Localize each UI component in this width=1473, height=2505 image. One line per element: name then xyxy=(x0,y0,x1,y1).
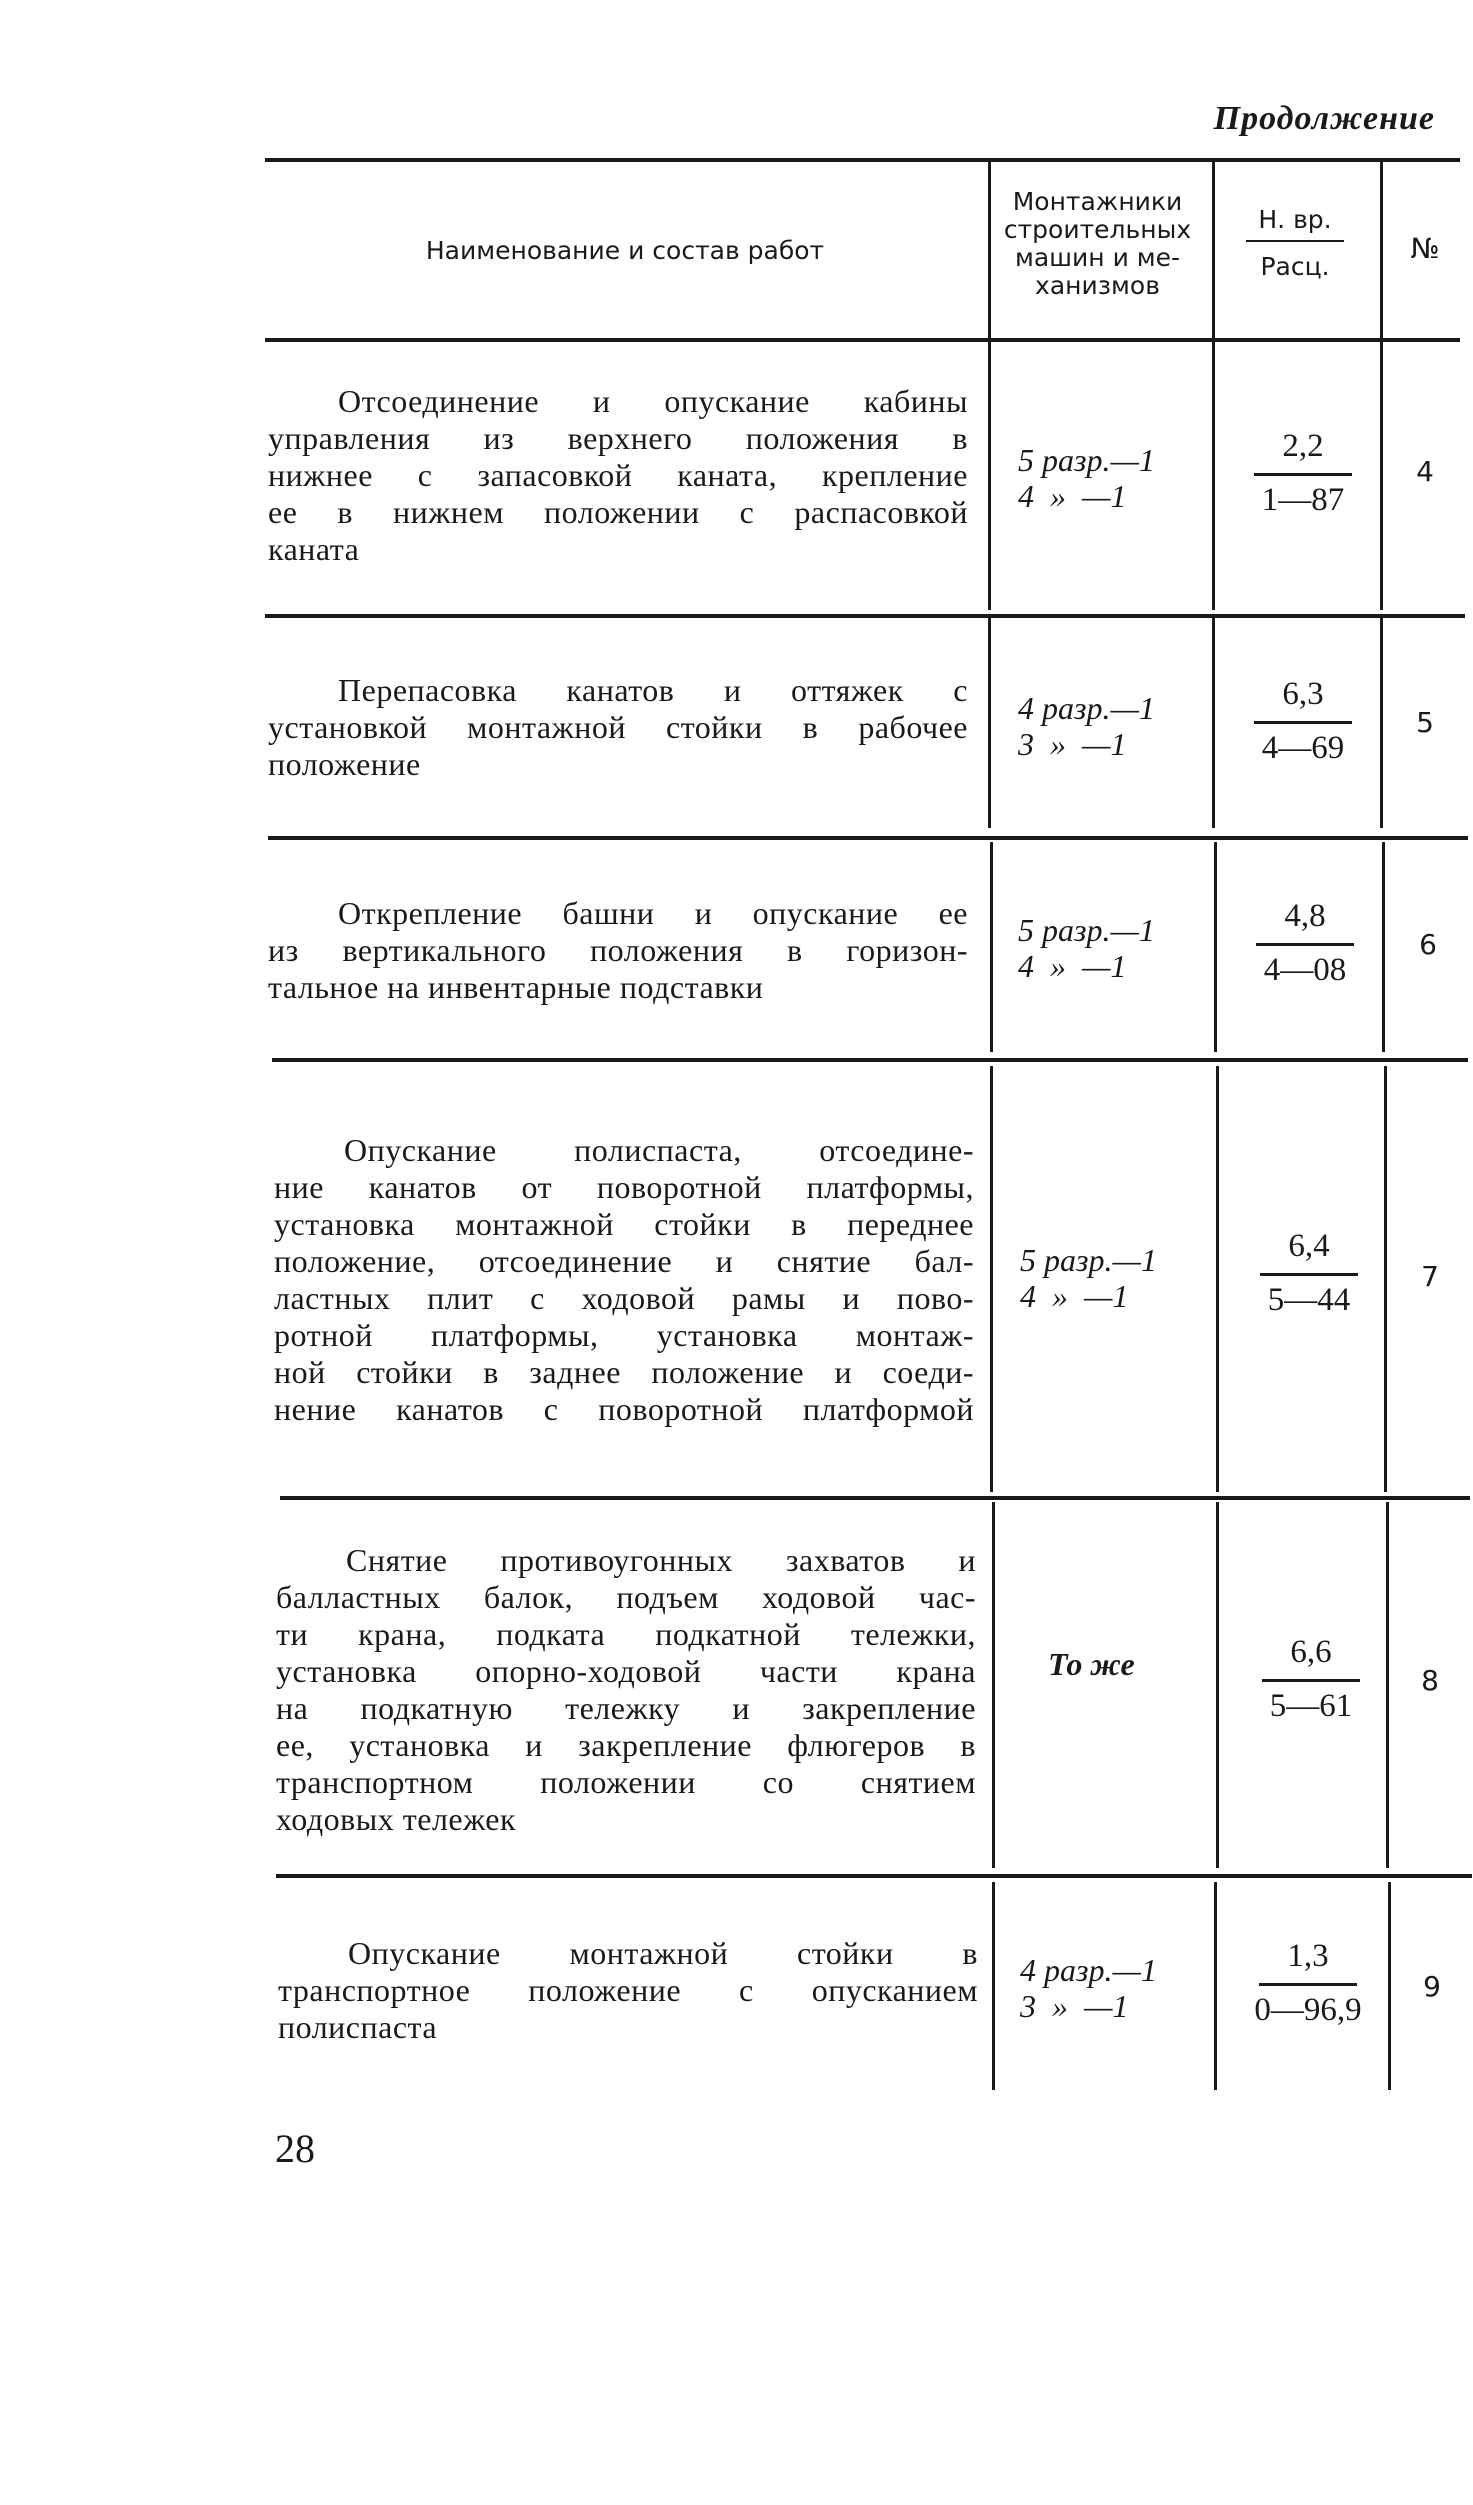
column-divider xyxy=(1214,842,1217,1052)
column-header-name: Наименование и состав работ xyxy=(425,236,825,265)
desc-line: ее, установка и закрепление флюгеров в xyxy=(276,1727,976,1763)
work-description xyxy=(278,1935,978,2046)
row-separator xyxy=(272,1058,1468,1062)
workers-header-line: Монтажники xyxy=(1012,187,1183,216)
column-divider xyxy=(1212,342,1215,610)
row-number: 9 xyxy=(1423,1970,1441,2003)
column-divider xyxy=(1380,342,1383,610)
row-separator xyxy=(268,836,1468,840)
column-divider xyxy=(1382,842,1385,1052)
time-norm: 6,4 xyxy=(1260,1228,1358,1276)
desc-line: балластных балок, подъем ходовой час- xyxy=(276,1579,976,1615)
norm-header-bottom: Расц. xyxy=(1260,252,1330,281)
desc-line: управления из верхнего положения в xyxy=(268,420,968,456)
workers-header-line: строительных xyxy=(1003,215,1192,244)
worker-grade: 3 » —1 xyxy=(1020,1988,1129,2024)
row-number: 8 xyxy=(1421,1664,1439,1697)
workers-cell xyxy=(1020,1242,1157,1314)
desc-line: Открепление башни и опускание ее xyxy=(338,895,968,931)
desc-line: тальное на инвентарные подставки xyxy=(268,969,764,1005)
work-description xyxy=(268,383,968,568)
desc-line: полиспаста xyxy=(278,2009,438,2045)
column-divider xyxy=(990,842,993,1052)
worker-grade: 4 разр.—1 xyxy=(1020,1952,1157,1988)
desc-line: положение xyxy=(268,746,421,782)
row-number: 6 xyxy=(1419,928,1437,961)
desc-line: Отсоединение и опускание кабины xyxy=(338,383,968,419)
desc-line: ходовых тележек xyxy=(276,1801,517,1837)
time-norm: 6,6 xyxy=(1262,1634,1360,1682)
worker-grade: 4 » —1 xyxy=(1020,1278,1129,1314)
norm-fraction xyxy=(1244,1228,1374,1319)
header-bottom-rule xyxy=(265,338,1460,342)
workers-cell xyxy=(1018,912,1155,984)
column-divider xyxy=(988,618,991,828)
desc-line: Опускание монтажной стойки в xyxy=(348,1935,978,1971)
desc-line: положение, отсоединение и снятие бал- xyxy=(274,1243,974,1279)
desc-line: из вертикального положения в горизон- xyxy=(268,932,968,968)
workers-header-line: машин и ме- xyxy=(1014,243,1181,272)
page-number: 28 xyxy=(275,2126,315,2171)
desc-line: установкой монтажной стойки в рабочее xyxy=(268,709,968,745)
column-header-workers xyxy=(985,188,1210,300)
desc-line: ее в нижнем положении с распасовкой xyxy=(268,494,968,530)
desc-line: Опускание полиспаста, отсоедине- xyxy=(344,1132,974,1168)
worker-grade: 5 разр.—1 xyxy=(1018,442,1155,478)
column-divider xyxy=(1216,1066,1219,1492)
column-divider xyxy=(1214,1882,1217,2090)
desc-line: Перепасовка канатов и оттяжек с xyxy=(338,672,968,708)
workers-cell xyxy=(1018,442,1155,514)
time-norm: 1,3 xyxy=(1259,1938,1357,1986)
desc-line: транспортное положение с опусканием xyxy=(278,1972,978,2008)
price: 1—87 xyxy=(1261,482,1345,518)
time-norm: 2,2 xyxy=(1254,428,1352,476)
column-divider xyxy=(1212,162,1215,338)
desc-line: нижнее с запасовкой каната, крепление xyxy=(268,457,968,493)
worker-grade: 4 разр.—1 xyxy=(1018,690,1155,726)
row-number: 5 xyxy=(1416,706,1434,739)
norm-fraction xyxy=(1238,676,1368,767)
norm-fraction xyxy=(1240,898,1370,989)
norm-fraction xyxy=(1228,1938,1388,2029)
desc-line: нение канатов с поворотной платформой xyxy=(274,1391,974,1427)
desc-line: установка монтажной стойки в переднее xyxy=(274,1206,974,1242)
desc-line: ти крана, подката подкатной тележки, xyxy=(276,1616,976,1652)
workers-cell xyxy=(1020,1952,1157,2024)
work-description xyxy=(268,895,968,1006)
work-description xyxy=(276,1542,976,1838)
norm-fraction xyxy=(1238,428,1368,519)
column-divider xyxy=(1380,162,1383,338)
row-separator xyxy=(265,614,1465,618)
price: 4—69 xyxy=(1261,730,1345,766)
column-divider xyxy=(1380,618,1383,828)
column-divider xyxy=(1388,1882,1391,2090)
column-divider xyxy=(988,342,991,610)
column-divider xyxy=(1386,1502,1389,1868)
worker-grade: 5 разр.—1 xyxy=(1020,1242,1157,1278)
norm-header-top: Н. вр. xyxy=(1246,205,1343,242)
worker-grade: 5 разр.—1 xyxy=(1018,912,1155,948)
time-norm: 6,3 xyxy=(1254,676,1352,724)
time-norm: 4,8 xyxy=(1256,898,1354,946)
worker-grade: 4 » —1 xyxy=(1018,948,1127,984)
work-description xyxy=(268,672,968,783)
worker-grade: То же xyxy=(1048,1646,1135,1682)
workers-header-line: ханизмов xyxy=(1035,271,1160,300)
column-divider xyxy=(1212,618,1215,828)
desc-line: на подкатную тележку и закрепление xyxy=(276,1690,976,1726)
desc-line: ротной платформы, установка монтаж- xyxy=(274,1317,974,1353)
desc-line: ластных плит с ходовой рамы и пово- xyxy=(274,1280,974,1316)
workers-cell xyxy=(1018,690,1155,762)
work-description xyxy=(274,1132,974,1428)
desc-line: каната xyxy=(268,531,360,567)
column-divider xyxy=(1216,1502,1219,1868)
price: 0—96,9 xyxy=(1254,1992,1362,2028)
row-separator xyxy=(280,1496,1470,1500)
price: 5—44 xyxy=(1267,1282,1351,1318)
norm-fraction xyxy=(1246,1634,1376,1725)
column-header-norm xyxy=(1215,205,1375,281)
desc-line: ние канатов от поворотной платформы, xyxy=(274,1169,974,1205)
row-number: 4 xyxy=(1416,455,1434,488)
column-divider xyxy=(990,1066,993,1492)
worker-grade: 3 » —1 xyxy=(1018,726,1127,762)
worker-grade: 4 » —1 xyxy=(1018,478,1127,514)
price: 4—08 xyxy=(1263,952,1347,988)
desc-line: установка опорно-ходовой части крана xyxy=(276,1653,976,1689)
workers-cell xyxy=(1048,1646,1135,1682)
desc-line: Снятие противоугонных захватов и xyxy=(346,1542,976,1578)
desc-line: транспортном положении со снятием xyxy=(276,1764,976,1800)
column-divider xyxy=(988,162,991,338)
column-divider xyxy=(992,1882,995,2090)
continued-label: Продолжение xyxy=(1213,100,1435,137)
column-divider xyxy=(992,1502,995,1868)
row-number: 7 xyxy=(1421,1260,1439,1293)
column-header-no: № xyxy=(1410,232,1440,265)
column-divider xyxy=(1384,1066,1387,1492)
price: 5—61 xyxy=(1269,1688,1353,1724)
table-top-rule xyxy=(265,158,1460,162)
row-separator xyxy=(276,1874,1472,1878)
desc-line: ной стойки в заднее положение и соеди- xyxy=(274,1354,974,1390)
